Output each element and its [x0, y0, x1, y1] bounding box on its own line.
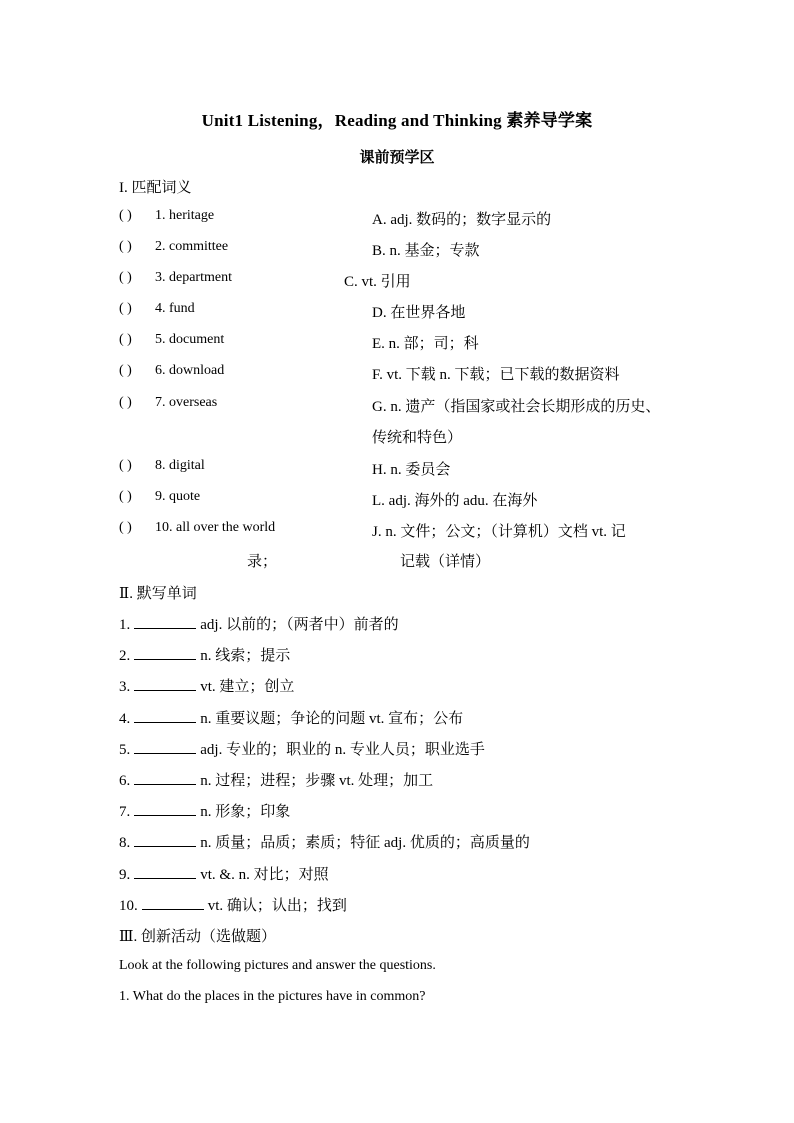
item-number: 5. — [119, 742, 131, 758]
answer-blank[interactable] — [134, 645, 196, 660]
answer-blank[interactable] — [134, 832, 196, 847]
section3-question-1: 1. What do the places in the pictures have in common? — [119, 989, 426, 1004]
item-number: 7. — [119, 804, 131, 820]
item-number: 9. — [119, 867, 131, 883]
item-number: 4. — [119, 711, 131, 727]
option-j-continuation-left: 录； — [247, 554, 278, 570]
definition-option: D. 在世界各地 — [372, 305, 466, 321]
word-definition: n. 过程；进程；步骤 vt. 处理；加工 — [200, 773, 434, 789]
matching-row — [119, 363, 719, 385]
definition-option: E. n. 部；司；科 — [372, 336, 479, 352]
matching-row — [119, 489, 719, 511]
vocab-word: 6. download — [155, 363, 225, 378]
matching-row — [119, 239, 719, 261]
section3-heading: Ⅲ. 创新活动（选做题） — [119, 929, 276, 945]
definition-option: G. n. 遗产（指国家或社会长期形成的历史、 — [372, 399, 661, 415]
matching-row — [119, 395, 719, 417]
answer-parentheses[interactable]: ( ) — [119, 458, 132, 473]
word-definition: vt. &. n. 对比；对照 — [200, 867, 329, 883]
vocab-word: 10. all over the world — [155, 520, 276, 535]
word-definition: n. 质量；品质；素质；特征 adj. 优质的；高质量的 — [200, 835, 530, 851]
answer-blank[interactable] — [142, 895, 204, 910]
fill-in-row — [119, 863, 329, 884]
fill-in-row — [119, 738, 485, 759]
option-j-continuation-right: 记载（详情） — [400, 554, 491, 570]
answer-parentheses[interactable]: ( ) — [119, 208, 132, 223]
matching-row — [119, 301, 719, 323]
vocab-word: 3. department — [155, 270, 232, 285]
fill-in-row — [119, 675, 294, 696]
definition-option: F. vt. 下载 n. 下载；已下载的数据资料 — [372, 367, 620, 383]
answer-parentheses[interactable]: ( ) — [119, 270, 132, 285]
vocab-word: 8. digital — [155, 458, 205, 473]
answer-parentheses[interactable]: ( ) — [119, 239, 132, 254]
fill-in-row — [119, 613, 399, 634]
fill-in-row — [119, 894, 347, 915]
answer-blank[interactable] — [134, 739, 196, 754]
answer-parentheses[interactable]: ( ) — [119, 301, 132, 316]
fill-in-row — [119, 644, 290, 665]
matching-row — [119, 458, 719, 480]
vocab-word: 5. document — [155, 332, 225, 347]
word-definition: n. 重要议题；争论的问题 vt. 宣布；公布 — [200, 711, 464, 727]
word-definition: n. 形象；印象 — [200, 804, 291, 820]
fill-in-row — [119, 707, 463, 728]
vocab-word: 1. heritage — [155, 208, 215, 223]
answer-parentheses[interactable]: ( ) — [119, 332, 132, 347]
definition-option: J. n. 文件；公文；（计算机）文档 vt. 记 — [372, 524, 626, 540]
fill-in-row — [119, 831, 530, 852]
fill-in-row — [119, 800, 290, 821]
answer-parentheses[interactable]: ( ) — [119, 489, 132, 504]
page-title: Unit1 Listening，Reading and Thinking 素养导学案 — [201, 111, 593, 130]
answer-parentheses[interactable]: ( ) — [119, 520, 132, 535]
matching-row — [119, 270, 719, 292]
answer-blank[interactable] — [134, 864, 196, 879]
answer-parentheses[interactable]: ( ) — [119, 363, 132, 378]
section3-intro: Look at the following pictures and answer the questions. — [119, 958, 436, 973]
answer-blank[interactable] — [134, 801, 196, 816]
answer-blank[interactable] — [134, 770, 196, 785]
definition-option: B. n. 基金；专款 — [372, 243, 480, 259]
word-definition: vt. 确认；认出；找到 — [207, 898, 347, 914]
word-definition: vt. 建立；创立 — [200, 679, 295, 695]
definition-option: C. vt. 引用 — [344, 274, 411, 290]
vocab-word: 4. fund — [155, 301, 195, 316]
definition-option: L. adj. 海外的 adu. 在海外 — [372, 493, 538, 509]
fill-in-row — [119, 769, 433, 790]
definition-option: H. n. 委员会 — [372, 462, 451, 478]
section2-heading: Ⅱ. 默写单词 — [119, 586, 197, 602]
section1-heading: I. 匹配词义 — [119, 180, 192, 196]
matching-row — [119, 208, 719, 230]
item-number: 1. — [119, 617, 131, 633]
word-definition: adj. 以前的；（两者中）前者的 — [200, 617, 399, 633]
option-g-continuation: 传统和特色） — [372, 430, 463, 446]
vocab-word: 2. committee — [155, 239, 229, 254]
section-subtitle: 课前预学区 — [359, 150, 435, 166]
vocab-word: 9. quote — [155, 489, 201, 504]
answer-blank[interactable] — [134, 676, 196, 691]
answer-parentheses[interactable]: ( ) — [119, 395, 132, 410]
item-number: 8. — [119, 835, 131, 851]
definition-option: A. adj. 数码的；数字显示的 — [372, 212, 552, 228]
word-definition: n. 线索；提示 — [200, 648, 291, 664]
answer-blank[interactable] — [134, 708, 196, 723]
matching-row — [119, 332, 719, 354]
item-number: 2. — [119, 648, 131, 664]
item-number: 10. — [119, 898, 138, 914]
matching-row — [119, 520, 719, 542]
item-number: 6. — [119, 773, 131, 789]
vocab-word: 7. overseas — [155, 395, 218, 410]
answer-blank[interactable] — [134, 614, 196, 629]
word-definition: adj. 专业的；职业的 n. 专业人员；职业选手 — [200, 742, 485, 758]
item-number: 3. — [119, 679, 131, 695]
